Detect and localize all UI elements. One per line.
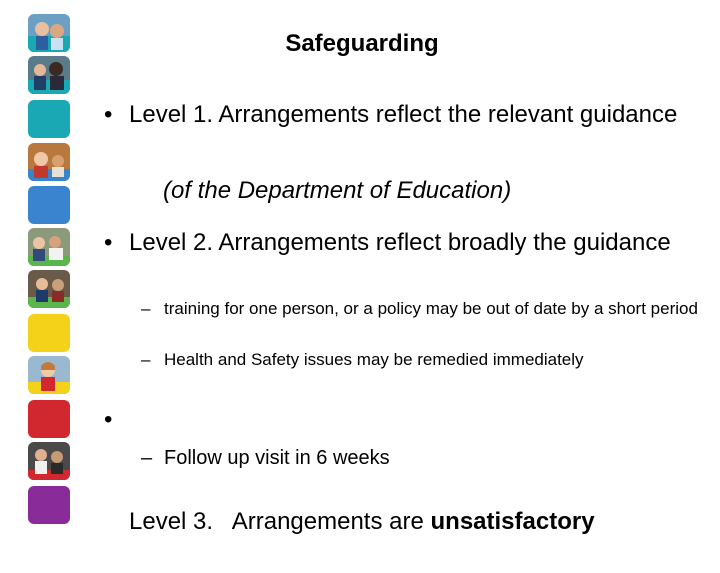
- bullet-marker: •: [104, 406, 113, 433]
- sub-marker: –: [141, 299, 151, 318]
- children-photo-icon: [28, 270, 70, 308]
- children-photo-icon: [28, 228, 70, 266]
- sub-marker: –: [141, 447, 153, 469]
- sub-text: Follow up visit in 6 weeks: [164, 447, 390, 469]
- bullet-text: Level 2. Arrangements reflect broadly the guidance: [129, 229, 671, 256]
- children-photo-icon: [28, 56, 70, 94]
- photo-tile-5: [28, 270, 70, 308]
- bullet-note: (of the Department of Education): [163, 177, 512, 204]
- children-photo-icon: [28, 442, 70, 480]
- sub-item-training: [141, 298, 701, 320]
- bullet-text-prefix: Level 3. Arrangements are: [129, 508, 431, 535]
- slide-title-text: Safeguarding: [285, 30, 439, 57]
- photo-tile-3: [28, 143, 70, 181]
- bullet-text-emphasis: unsatisfactory: [430, 508, 595, 535]
- color-tile-yellow: [28, 314, 70, 352]
- slide-title: [0, 30, 720, 58]
- color-tile-teal: [28, 100, 70, 138]
- sub-text: Health and Safety issues may be remedied immediately: [164, 350, 584, 369]
- bullet-marker: •: [104, 229, 113, 256]
- sub-marker: –: [141, 350, 151, 369]
- bullet-level-2: [104, 226, 684, 260]
- sub-text: training for one person, or a policy may be out of date by a short period: [164, 299, 698, 318]
- sub-item-follow-up: [141, 445, 701, 471]
- photo-tile-7: [28, 442, 70, 480]
- children-photo-icon: [28, 356, 70, 394]
- bullet-text: [129, 505, 684, 539]
- bullet-text: Level 1. Arrangements reflect the relevant guidance: [129, 101, 678, 128]
- bullet-level-1: [104, 98, 684, 132]
- children-photo-icon: [28, 143, 70, 181]
- bullet-marker: •: [104, 101, 113, 128]
- color-tile-red: [28, 400, 70, 438]
- bullet-level-3: [104, 403, 684, 573]
- color-tile-blue: [28, 186, 70, 224]
- photo-tile-4: [28, 228, 70, 266]
- photo-tile-6: [28, 356, 70, 394]
- sub-item-health-safety: [141, 349, 701, 371]
- color-tile-purple: [28, 486, 70, 524]
- photo-tile-2: [28, 56, 70, 94]
